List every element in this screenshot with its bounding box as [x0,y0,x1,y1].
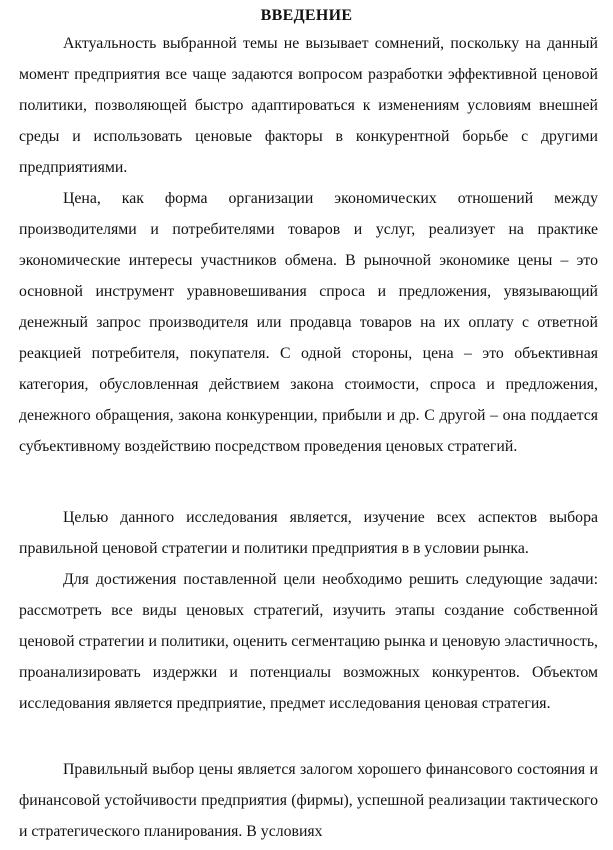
paragraph-price-definition: Цена, как форма организации экономических отношений между производителями и потребителями товаров и услуг, реализует на практике экономические интересы участников обмена. В рыночной экономике цены – это основной инструмент уравновешивания спроса и предложения, увязывающий денежный запрос производителя или продавца товаров на их оплату с ответной реакцией потребителя, покупателя. С одной стороны, цена – это объективная категория, обусловленная действием закона стоимости, спроса и предложения, денежного обращения, закона конкуренции, прибыли и др. С другой – она поддается субъективному воздействию посредством проведения ценовых стратегий. [19,190,598,455]
page-title: ВВЕДЕНИЕ [260,7,353,24]
paragraph-price-choice: Правильный выбор цены является залогом хорошего финансового состояния и финансовой устойчивости предприятия (фирмы), успешной реализации тактического и стратегического планирования. В условиях [19,761,598,840]
paragraph-research-goal: Целью данного исследования является, изучение всех аспектов выбора правильной ценовой стратегии и политики предприятия в в условии рынка. [19,509,598,557]
paragraph-relevance: Актуальность выбранной темы не вызывает сомнений, поскольку на данный момент предприятия все чаще задаются вопросом разработки эффективной ценовой политики, позволяющей быстро адаптироваться к изменениям условиям внешней среды и использовать ценовые факторы в конкурентной борьбе с другими предприятиями. [19,35,598,176]
paragraph-research-tasks: Для достижения поставленной цели необходимо решить следующие задачи: рассмотреть все виды ценовых стратегий, изучить этапы создание собственной ценовой стратегии и политики, оценить сегментацию рынка и ценовую эластичность, проанализировать издержки и потенциалы возможных конкурентов. Объектом исследования является предприятие, предмет исследования ценовая стратегия. [19,571,598,712]
